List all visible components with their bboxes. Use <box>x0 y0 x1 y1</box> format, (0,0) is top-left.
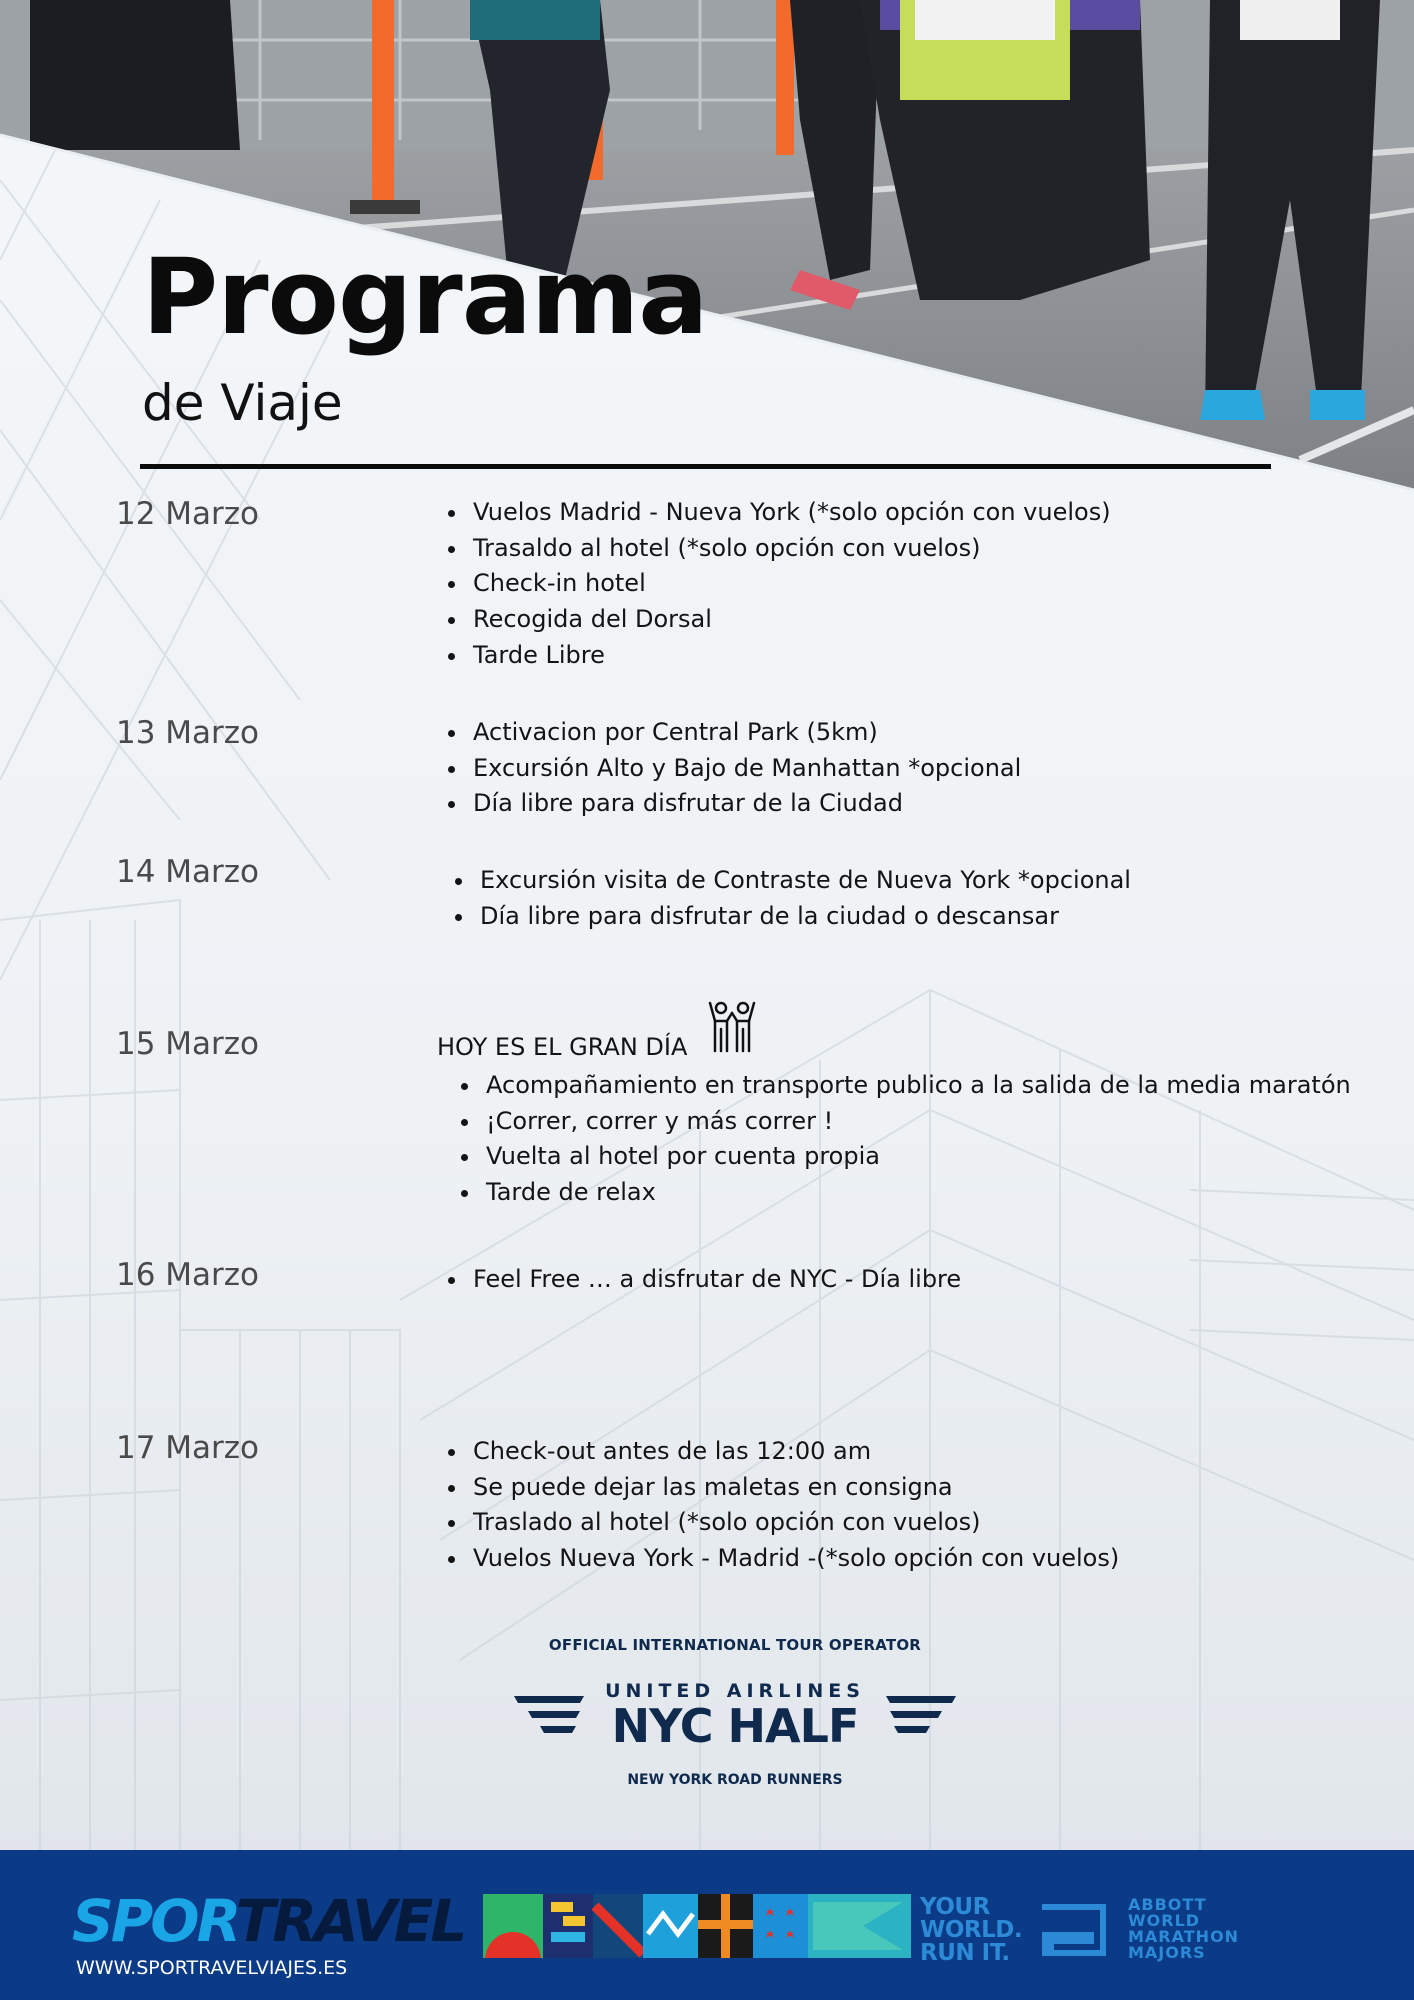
race-name: NYC HALF <box>611 1699 859 1753</box>
list-item: • Activacion por Central Park (5km) <box>469 715 1021 751</box>
list-item: • Tarde Libre <box>469 638 1111 674</box>
list-item: • Día libre para disfrutar de la Ciudad <box>469 786 1021 822</box>
date-day-3: 14 Marzo <box>116 854 260 890</box>
list-item: • Traslado al hotel (*solo opción con vuelos) <box>469 1505 1119 1541</box>
list-item: • Trasaldo al hotel (*solo opción con vuelos) <box>469 531 1111 567</box>
itinerary-list-day-2 <box>439 715 1021 822</box>
nyc-half-logo <box>500 1636 970 1788</box>
list-item: • Acompañamiento en transporte publico a la salida de la media maratón <box>482 1068 1351 1104</box>
majors-line-4: MAJORS <box>1128 1943 1206 1962</box>
sportravel-logo <box>72 1887 465 1955</box>
itinerary-list-day-4 <box>452 1068 1351 1211</box>
abbott-majors-text <box>1128 1897 1239 1961</box>
brand-part-1: SPOR <box>72 1887 236 1955</box>
majors-line-2: WORLD <box>1128 1911 1201 1930</box>
list-item: • Check-out antes de las 12:00 am <box>469 1434 1119 1470</box>
list-item: • ¡Correr, correr y más correr ! <box>482 1104 1351 1140</box>
majors-line-3: MARATHON <box>1128 1927 1240 1946</box>
list-item: • Vuelos Nueva York - Madrid -(*solo opción con vuelos) <box>469 1541 1119 1577</box>
celebrating-people-icon <box>706 999 758 1055</box>
list-item: • Recogida del Dorsal <box>469 602 1111 638</box>
brand-part-2: TRAVEL <box>235 1887 465 1955</box>
website-link[interactable]: WWW.SPORTRAVELVIAJES.ES <box>76 1957 348 1979</box>
page-subtitle: de Viaje <box>142 374 343 432</box>
list-item: • Check-in hotel <box>469 566 1111 602</box>
slogan-line-3: RUN IT. <box>920 1940 1010 1966</box>
list-item: • Excursión visita de Contraste de Nueva York *opcional <box>476 863 1131 899</box>
list-item: • Excursión Alto y Bajo de Manhattan *opcional <box>469 751 1021 787</box>
itinerary-list-day-5 <box>439 1262 961 1298</box>
list-item: • Vuelta al hotel por cuenta propia <box>482 1139 1351 1175</box>
abbott-logo-icon <box>1036 1898 1116 1962</box>
sponsor-label: UNITED AIRLINES <box>605 1680 865 1702</box>
page-title: Programa <box>142 236 708 358</box>
itinerary-list-day-6 <box>439 1434 1119 1577</box>
date-day-6: 17 Marzo <box>116 1430 260 1466</box>
header-divider <box>140 464 1271 469</box>
list-item: • Feel Free … a disfrutar de NYC - Día libre <box>469 1262 961 1298</box>
right-wing-icon <box>886 1696 956 1736</box>
itinerary-list-day-3 <box>446 863 1131 934</box>
operator-label: OFFICIAL INTERNATIONAL TOUR OPERATOR <box>548 1636 922 1654</box>
list-item: • Se puede dejar las maletas en consigna <box>469 1470 1119 1506</box>
list-item: • Tarde de relax <box>482 1175 1351 1211</box>
organizer-label: NEW YORK ROAD RUNNERS <box>627 1772 843 1789</box>
date-day-1: 12 Marzo <box>116 496 260 532</box>
date-day-5: 16 Marzo <box>116 1257 260 1293</box>
slogan-text <box>920 1896 1022 1965</box>
date-day-4: 15 Marzo <box>116 1026 260 1062</box>
slogan-line-1: YOUR <box>920 1894 990 1920</box>
date-day-2: 13 Marzo <box>116 715 260 751</box>
left-wing-icon <box>514 1696 584 1736</box>
itinerary-list-day-1 <box>439 495 1111 674</box>
slogan-line-2: WORLD. <box>920 1917 1023 1943</box>
list-item: • Día libre para disfrutar de la ciudad o descansar <box>476 899 1131 935</box>
world-majors-graphic <box>483 1894 911 1958</box>
majors-line-1: ABBOTT <box>1128 1895 1207 1914</box>
big-day-heading: HOY ES EL GRAN DÍA <box>437 1033 688 1061</box>
list-item: • Vuelos Madrid - Nueva York (*solo opción con vuelos) <box>469 495 1111 531</box>
